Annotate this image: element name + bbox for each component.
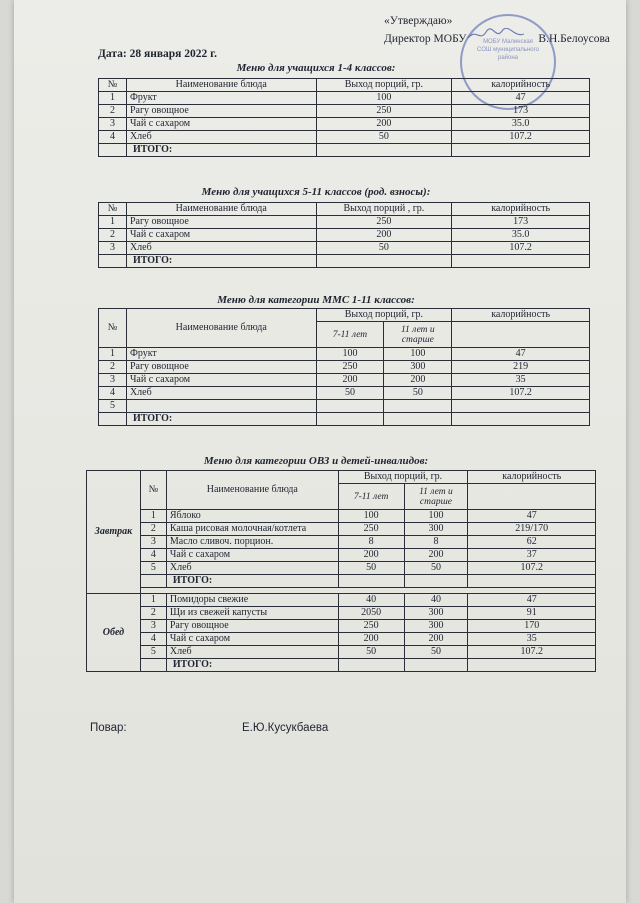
table4-breakfast-total: ИТОГО: xyxy=(166,575,338,588)
table-total-row xyxy=(99,413,590,426)
table4 xyxy=(86,470,596,672)
table-row: 2 Рагу овощное 250 300 219 xyxy=(99,361,590,374)
document-page xyxy=(14,0,626,903)
table3-header: калорийность xyxy=(452,309,590,322)
table-total-row xyxy=(87,659,596,672)
table2-caption: Меню для учащихся 5-11 классов (род. взносы): xyxy=(201,186,431,198)
table1-header: Выход порций, гр. xyxy=(316,79,452,92)
table-row: 4 Хлеб 50 50 107.2 xyxy=(99,387,590,400)
table-row: 2 Рагу овощное 250 173 xyxy=(99,105,590,118)
table-row: 5 Хлеб 50 50 107.2 xyxy=(87,562,596,575)
table1-total: ИТОГО: xyxy=(126,144,316,157)
table3-subheader: 11 лет и старше xyxy=(384,322,452,348)
table1-header: калорийность xyxy=(452,79,590,92)
table4-header: Наименование блюда xyxy=(166,471,338,510)
table4-subheader: 7-11 лет xyxy=(338,484,404,510)
table-row: 1 Фрукт 100 47 xyxy=(99,92,590,105)
table4-caption: Меню для категории ОВЗ и детей-инвалидов: xyxy=(203,455,429,467)
table-row: 2 Каша рисовая молочная/котлета 250 300 219/170 xyxy=(87,523,596,536)
table3-header: № xyxy=(99,309,127,348)
approval-line1: «Утверждаю» xyxy=(384,15,453,27)
meal-label-breakfast: Завтрак xyxy=(87,471,141,594)
table2 xyxy=(98,202,590,268)
table3-total: ИТОГО: xyxy=(126,413,316,426)
table-total-row xyxy=(87,575,596,588)
table-row: 1 Яблоко 100 100 47 xyxy=(87,510,596,523)
table3 xyxy=(98,308,590,426)
table4-header: калорийность xyxy=(468,471,596,484)
meal-label-lunch: Обед xyxy=(87,594,141,672)
table2-total: ИТОГО: xyxy=(126,255,316,268)
table-row: Обед 1 Помидоры свежие 40 40 47 xyxy=(87,594,596,607)
table-row: 3 Хлеб 50 107.2 xyxy=(99,242,590,255)
table-row: 5 Хлеб 50 50 107.2 xyxy=(87,646,596,659)
table-row: 1 Фрукт 100 100 47 xyxy=(99,348,590,361)
table-row: 1 Рагу овощное 250 173 xyxy=(99,216,590,229)
approval-position: Директор МОБУ xyxy=(384,33,467,45)
table1-caption: Меню для учащихся 1-4 классов: xyxy=(236,62,396,74)
table-row: 4 Чай с сахаром 200 200 35 xyxy=(87,633,596,646)
table2-header: Наименование блюда xyxy=(126,203,316,216)
table-row: 5 xyxy=(99,400,590,413)
table4-subheader: 11 лет и старше xyxy=(404,484,468,510)
table1-header: Наименование блюда xyxy=(126,79,316,92)
table-row: 3 Масло сливоч. порцион. 8 8 62 xyxy=(87,536,596,549)
table-total-row xyxy=(99,144,590,157)
footer-cook-name: Е.Ю.Кусукбаева xyxy=(242,722,329,734)
table3-subheader: 7-11 лет xyxy=(316,322,384,348)
approval-director-name: В.Н.Белоусова xyxy=(538,33,610,45)
table2-header: Выход порций , гр. xyxy=(316,203,452,216)
table1-header: № xyxy=(99,79,127,92)
document-date: Дата: 28 января 2022 г. xyxy=(98,48,217,60)
table4-header: Выход порций, гр. xyxy=(338,471,468,484)
table4-lunch-total: ИТОГО: xyxy=(166,659,338,672)
table1 xyxy=(98,78,590,157)
table-row: 4 Чай с сахаром 200 200 37 xyxy=(87,549,596,562)
table3-header: Выход порций, гр. xyxy=(316,309,452,322)
stamp-text: МОБУ Малинская СОШ муниципального района xyxy=(477,39,539,61)
table2-header: калорийность xyxy=(452,203,590,216)
table-row: 3 Чай с сахаром 200 35.0 xyxy=(99,118,590,131)
table-row: 3 Чай с сахаром 200 200 35 xyxy=(99,374,590,387)
footer-cook-label: Повар: xyxy=(90,722,127,734)
table3-header: Наименование блюда xyxy=(126,309,316,348)
table3-caption: Меню для категории ММС 1-11 классов: xyxy=(217,294,415,306)
table-row: 4 Хлеб 50 107.2 xyxy=(99,131,590,144)
table4-header: № xyxy=(140,471,166,510)
table-total-row xyxy=(99,255,590,268)
table-row: 2 Чай с сахаром 200 35.0 xyxy=(99,229,590,242)
table2-header: № xyxy=(99,203,127,216)
table-row: 2 Щи из свежей капусты 2050 300 91 xyxy=(87,607,596,620)
table-row: 3 Рагу овощное 250 300 170 xyxy=(87,620,596,633)
